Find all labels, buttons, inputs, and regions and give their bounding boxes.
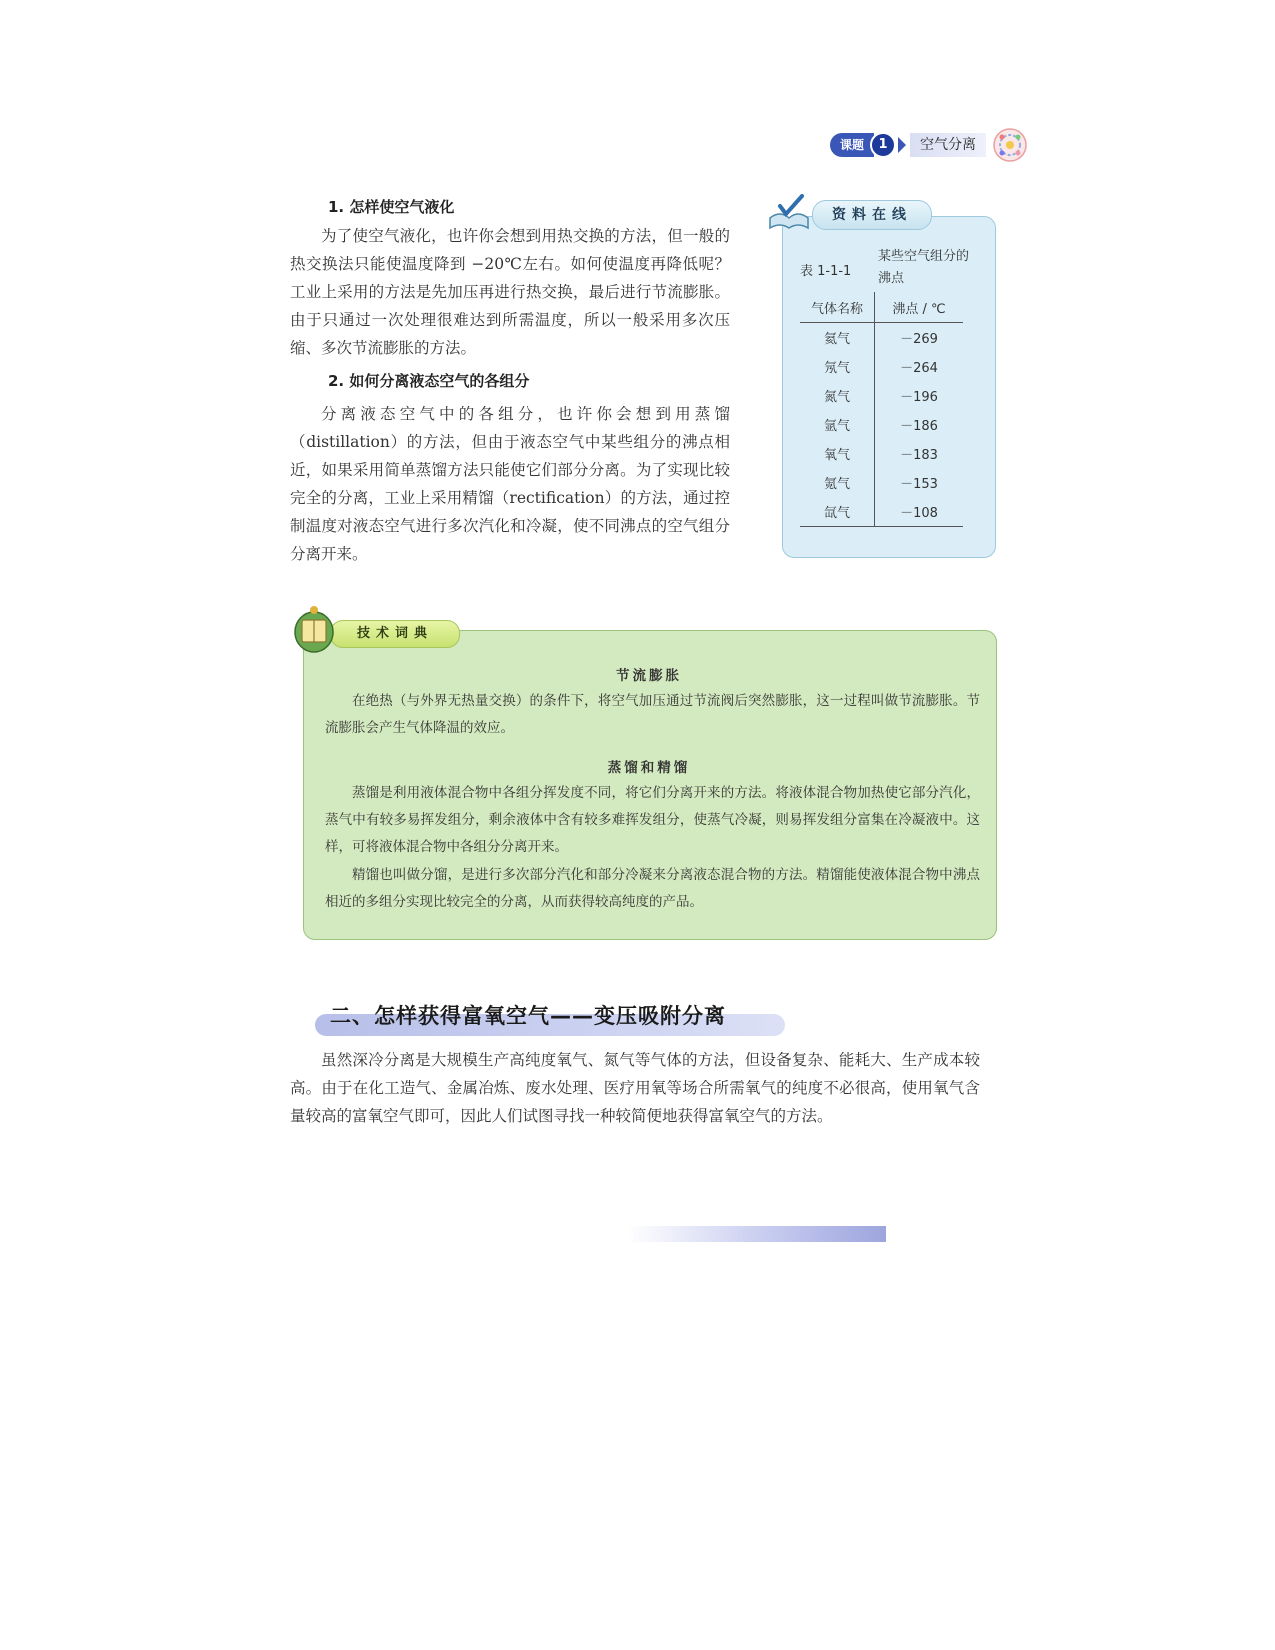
gas-name: 氮气	[800, 381, 875, 410]
gas-name: 氪气	[800, 468, 875, 497]
chevron-right-icon	[898, 137, 906, 153]
data-online-tab: 资料在线	[812, 200, 932, 230]
lesson-label: 课题	[830, 133, 874, 157]
boiling-point: －186	[900, 419, 938, 434]
gas-name: 氖气	[800, 352, 875, 381]
section-3-paragraph: 虽然深冷分离是大规模生产高纯度氧气、氮气等气体的方法，但设备复杂、能耗大、生产成本较高。由于在化工造气、金属冶炼、废水处理、医疗用氧等场合所需氧气的纯度不必很高，使用氧气含量较高的富氧空气即可，因此人们试图寻找一种较简便地获得富氧空气的方法。	[290, 1051, 980, 1125]
table-number: 表 1-1-1	[800, 264, 852, 279]
table-row	[800, 497, 963, 527]
boiling-point: －183	[900, 448, 938, 463]
gas-name: 氩气	[800, 410, 875, 439]
section-2-paragraph: 分离液态空气中的各组分，也许你会想到用蒸馏（distillation）的方法，但由于液态空气中某些组分的沸点相近，如果采用简单蒸馏方法只能使它们部分分离。为了实现比较完全的分离，工业上采用精馏（rectification）的方法，通过控制温度对液态空气进行多次汽化和冷凝，使不同沸点的空气组分分离开来。	[290, 405, 730, 563]
lesson-number: 1	[870, 132, 896, 158]
gas-name: 氧气	[800, 439, 875, 468]
term-distillation-rectification: 蒸馏和精馏	[607, 760, 691, 776]
molecule-logo-icon	[992, 127, 1028, 163]
table-row	[800, 439, 963, 468]
dictionary-book-icon	[292, 604, 336, 654]
boiling-point: －153	[900, 477, 938, 492]
gas-name: 氦气	[800, 323, 875, 353]
tech-dictionary-tab: 技术词典	[330, 620, 460, 648]
term-distillation-text: 蒸馏是利用液体混合物中各组分挥发度不同，将它们分离开来的方法。将液体混合物加热使它部分汽化，蒸气中有较多易挥发组分，剩余液体中含有较多难挥发组分，使蒸气冷凝，则易挥发组分富集在冷凝液中。这样，可将液体混合物中各组分分离开来。	[325, 785, 980, 855]
term-throttling-expansion: 节流膨胀	[616, 668, 682, 684]
section-1-paragraph: 为了使空气液化，也许你会想到用热交换的方法，但一般的热交换法只能使温度降到 −20℃左右。如何使温度再降低呢？工业上采用的方法是先加压再进行热交换，最后进行节流膨胀。由于只通过一次处理很难达到所需温度，所以一般采用多次压缩、多次节流膨胀的方法。	[290, 227, 730, 357]
section-2-heading: 2. 如何分离液态空气的各组分	[328, 372, 530, 390]
table-row	[800, 468, 963, 497]
boiling-point: －108	[875, 497, 964, 527]
boiling-point: －264	[900, 361, 938, 376]
table-row	[800, 410, 963, 439]
gas-name: 氙气	[800, 497, 875, 527]
section-1-heading: 1. 怎样使空气液化	[328, 198, 455, 216]
term-rectification-text: 精馏也叫做分馏，是进行多次部分汽化和部分冷凝来分离液态混合物的方法。精馏能使液体混合物中沸点相近的多组分实现比较完全的分离，从而获得较高纯度的产品。	[325, 867, 980, 910]
table-row	[800, 323, 963, 353]
topic-title: 空气分离	[910, 133, 986, 157]
table-title: 某些空气组分的沸点	[878, 249, 970, 286]
boiling-point: －196	[900, 390, 938, 405]
boiling-point: －269	[900, 332, 938, 347]
table-caption	[800, 246, 980, 290]
book-check-icon	[766, 192, 812, 232]
table-row	[800, 381, 963, 410]
boiling-point-table-wrap	[800, 292, 963, 527]
table-row	[800, 352, 963, 381]
column-header-gas: 气体名称	[800, 292, 875, 323]
boiling-point-table	[800, 292, 963, 527]
term-throttling-expansion-text: 在绝热（与外界无热量交换）的条件下，将空气加压通过节流阀后突然膨胀，这一过程叫做节流膨胀。节流膨胀会产生气体降温的效应。	[325, 693, 980, 736]
table-header-row	[800, 292, 963, 323]
chapter-header	[830, 128, 1028, 162]
section-3-heading: 二、怎样获得富氧空气——变压吸附分离	[330, 1004, 726, 1028]
column-header-bp: 沸点 / ℃	[875, 292, 964, 323]
footer-decoration-bar	[628, 1226, 886, 1242]
